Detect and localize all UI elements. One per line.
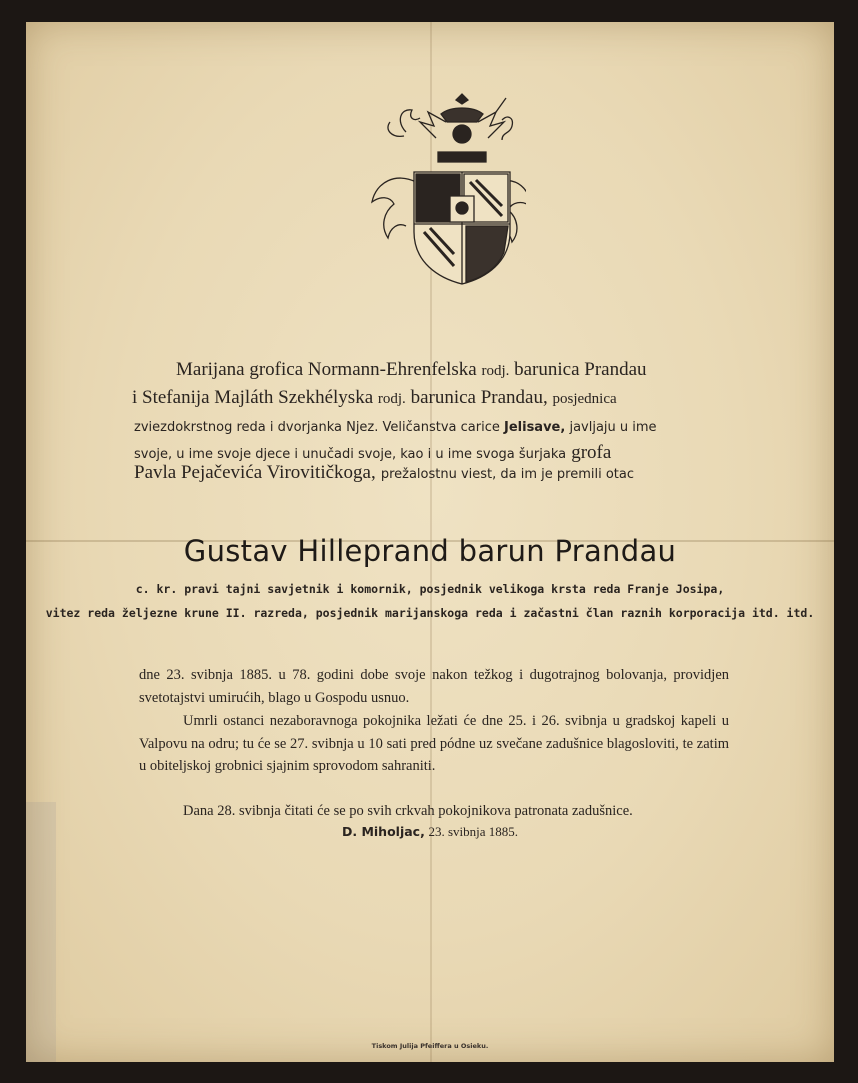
closing-date: 23. svibnja 1885. <box>428 824 519 839</box>
grofa-word: grofa <box>571 442 612 463</box>
intro-line-5 <box>134 462 634 484</box>
closing-place: D. Miholjac, <box>341 824 425 839</box>
deceased-title-2: vitez reda željezne krune II. razreda, posjednik marijanskoga reda i začastni član raznih korporacija itd. itd. <box>45 606 815 620</box>
deceased-name: Gustav Hilleprand barun Prandau <box>183 534 677 568</box>
intro-line-3-end: javljaju u ime <box>569 420 657 435</box>
deceased-title-1: c. kr. pravi tajni savjetnik i komornik, posjednik velikoga krsta reda Franje Josipa, <box>135 582 725 596</box>
notice-sheet <box>26 22 834 1062</box>
intro-line-5-text: prežalostnu viest, da im je premili otac <box>380 467 635 482</box>
intro-line-1 <box>176 359 647 381</box>
intro-line-3-text: zviezdokrstnog reda i dvorjanka Njez. Veličanstva carice <box>134 420 500 435</box>
body-paragraph-2: Umrli ostanci nezaboravnoga pokojnika ležati će dne 25. i 26. svibnja u gradskoj kapeli u Valpovu na odru; tu će se 27. svibnja u 10 sati pred pódne uz svečane zadušnice blagosloviti, te zatim u obiteljskoj grobnici sjajnim sprovodom sahraniti. <box>139 713 729 774</box>
body-paragraph-3: Dana 28. svibnja čitati će se po svih crkvah pokojnikova patronata zadušnice. <box>183 803 633 819</box>
posjednica-label: posjednica <box>552 391 617 407</box>
intro-line-3 <box>134 420 657 435</box>
intro-line-4 <box>134 442 611 464</box>
rodj-label: rodj. <box>481 363 510 379</box>
ink-stain <box>26 802 56 1062</box>
mourner-name-1: Marijana grofica Normann-Ehrenfelska <box>176 359 477 380</box>
mourner-name-2: i Stefanija Majláth Szekhélyska <box>132 387 374 408</box>
maiden-title-2: barunica Prandau, <box>410 387 548 408</box>
rodj-label-2: rodj. <box>377 391 406 407</box>
intro-line-2 <box>132 387 617 409</box>
empress-name: Jelisave, <box>504 420 566 435</box>
intro-line-4-text: svoje, u ime svoje djece i unučadi svoje, kao i u ime svoga šurjaka <box>134 447 567 462</box>
printer-imprint: Tiskom Julija Pfeiffera u Osieku. <box>371 1042 489 1050</box>
body-paragraph-1: dne 23. svibnja 1885. u 78. godini dobe svoje nakon težkog i dugotrajnog bolovanja, providjen svetotajstvi umirućih, blago u Gospodu usnuo. <box>139 667 729 706</box>
brother-in-law-name: Pavla Pejačevića Virovitičkoga, <box>134 462 376 483</box>
coat-of-arms-icon <box>346 92 526 292</box>
closing-line <box>26 824 834 841</box>
maiden-title-1: barunica Prandau <box>514 359 647 380</box>
